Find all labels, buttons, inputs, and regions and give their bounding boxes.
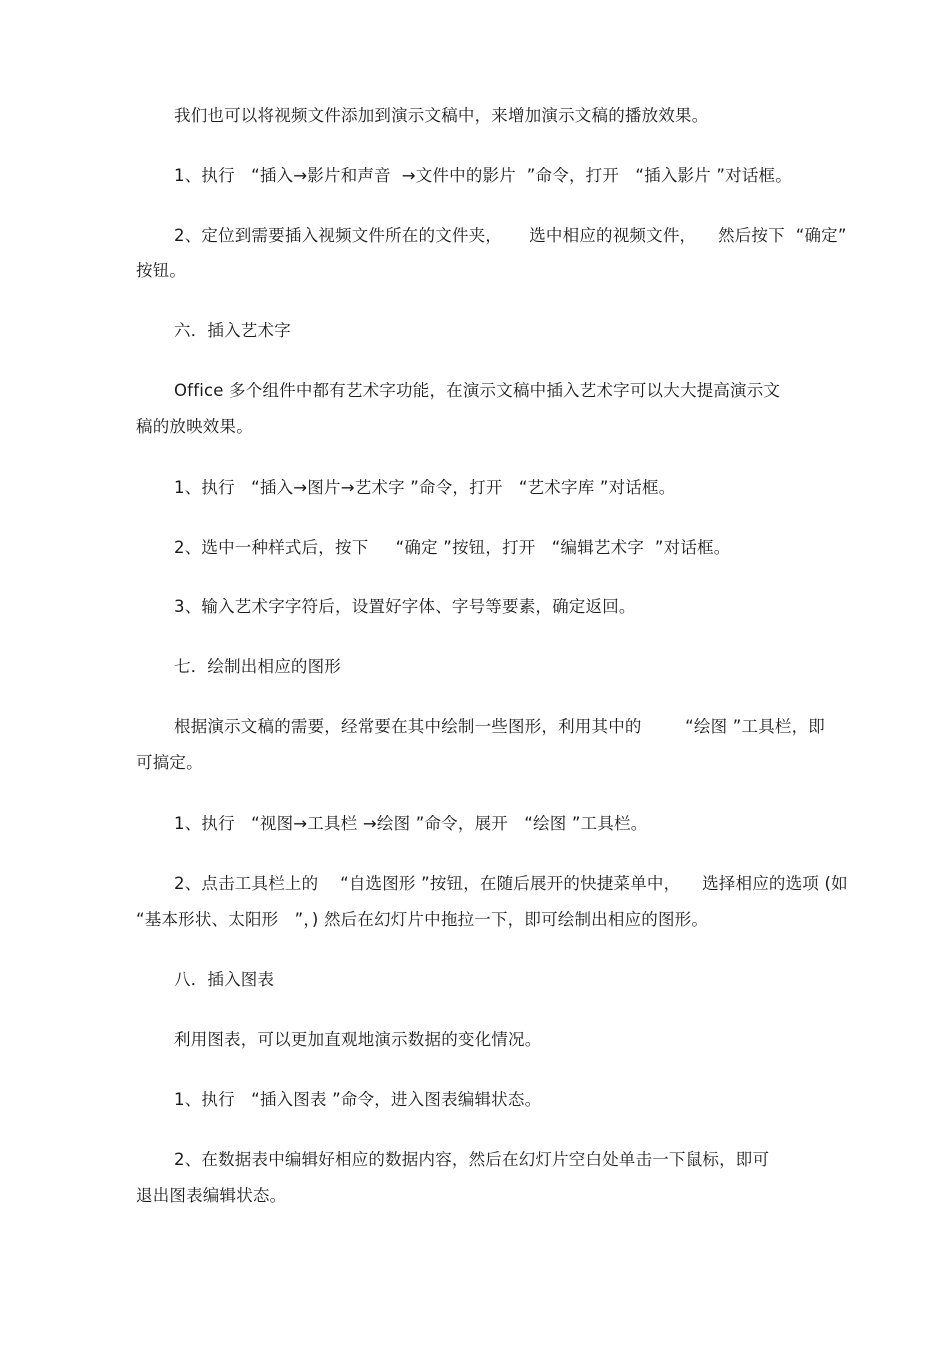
- paragraph-wordart-intro: Office 多个组件中都有艺术字功能，在演示文稿中插入艺术字可以大大提高演示文: [174, 381, 781, 400]
- step-chart-2: 2、在数据表中编辑好相应的数据内容，然后在幻灯片空白处单击一下鼠标，即可: [174, 1150, 770, 1169]
- step-drawing-2-cont: “基本形状、太阳形 ”，) 然后在幻灯片中拖拉一下，即可绘制出相应的图形。: [136, 910, 709, 929]
- step-drawing-1: 1、执行 “视图→工具栏 →绘图 ”命令，展开 “绘图 ”工具栏。: [174, 814, 648, 833]
- step-wordart-1: 1、执行 “插入→图片→艺术字 ”命令，打开 “艺术字库 ”对话框。: [174, 478, 676, 497]
- paragraph-intro-video: 我们也可以将视频文件添加到演示文稿中，来增加演示文稿的播放效果。: [174, 106, 709, 125]
- step-drawing-2: 2、点击工具栏上的 “自选图形 ”按钮，在随后展开的快捷菜单中， 选择相应的选项 (如: [174, 874, 848, 893]
- section-heading-drawing: 七．绘制出相应的图形: [174, 657, 341, 676]
- step-wordart-2: 2、选中一种样式后，按下 “确定 ”按钮，打开 “编辑艺术字 ”对话框。: [174, 538, 731, 557]
- step-insert-movie-2-cont: 按钮。: [136, 261, 187, 280]
- step-insert-movie-1: 1、执行 “插入→影片和声音 →文件中的影片 ”命令，打开 “插入影片 ”对话框。: [174, 166, 792, 185]
- paragraph-wordart-intro-cont: 稿的放映效果。: [136, 417, 253, 436]
- section-heading-chart: 八．插入图表: [174, 970, 275, 989]
- step-insert-movie-2: 2、定位到需要插入视频文件所在的文件夹， 选中相应的视频文件， 然后按下 “确定”: [174, 226, 847, 245]
- section-heading-wordart: 六．插入艺术字: [174, 321, 291, 340]
- paragraph-chart-intro: 利用图表，可以更加直观地演示数据的变化情况。: [174, 1030, 542, 1049]
- paragraph-drawing-intro-cont: 可搞定。: [136, 753, 203, 772]
- step-chart-2-cont: 退出图表编辑状态。: [136, 1186, 287, 1205]
- step-chart-1: 1、执行 “插入图表 ”命令，进入图表编辑状态。: [174, 1090, 542, 1109]
- paragraph-drawing-intro: 根据演示文稿的需要，经常要在其中绘制一些图形，利用其中的 “绘图 ”工具栏，即: [174, 717, 825, 736]
- step-wordart-3: 3、输入艺术字字符后，设置好字体、字号等要素，确定返回。: [174, 597, 636, 616]
